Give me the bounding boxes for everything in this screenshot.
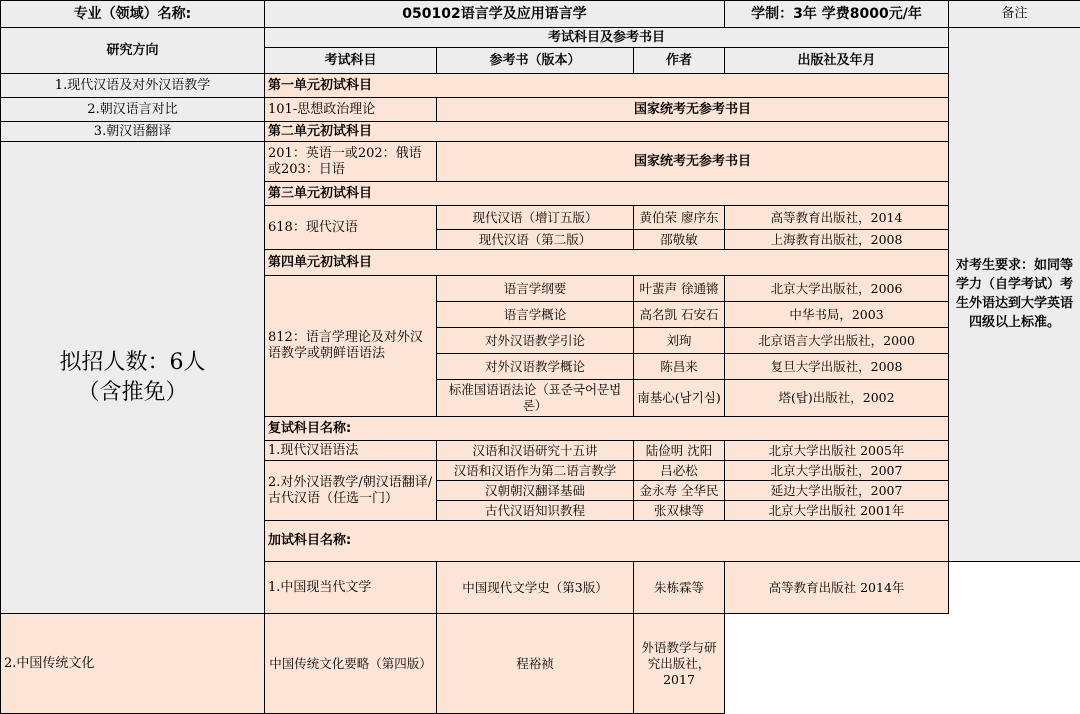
unit1-note: 国家统考无参考书目 bbox=[437, 98, 949, 122]
book-title: 标准国语语法论（표준국어문법론） bbox=[437, 380, 634, 417]
book-author: 南基心(남기심) bbox=[634, 380, 725, 417]
book-publisher: 北京语言大学出版社，2000 bbox=[725, 328, 949, 354]
book-title: 语言学概论 bbox=[437, 302, 634, 328]
col-exam-subject: 考试科目 bbox=[265, 48, 437, 74]
book-title: 对外汉语教学概论 bbox=[437, 354, 634, 380]
research-direction-label: 研究方向 bbox=[1, 28, 265, 74]
unit3-subject: 618：现代汉语 bbox=[265, 206, 437, 250]
col-reference-book: 参考书（版本） bbox=[437, 48, 634, 74]
exam-books-label: 考试科目及参考书目 bbox=[265, 28, 949, 48]
book-publisher: 上海教育出版社，2008 bbox=[725, 230, 949, 250]
direction-item: 3.朝汉语翻译 bbox=[1, 122, 265, 142]
book-publisher: 北京大学出版社，2007 bbox=[725, 461, 949, 481]
book-publisher: 高等教育出版社 2014年 bbox=[725, 561, 949, 614]
book-author: 陆俭明 沈阳 bbox=[634, 441, 725, 461]
enrollment-note: （含推免） bbox=[77, 379, 188, 405]
book-author: 吕必松 bbox=[634, 461, 725, 481]
book-author: 刘珣 bbox=[634, 328, 725, 354]
extra-subject: 2.中国传统文化 bbox=[1, 614, 265, 714]
book-title: 现代汉语（增订五版） bbox=[437, 206, 634, 230]
book-publisher: 外语教学与研究出版社，2017 bbox=[634, 614, 725, 714]
unit2-note: 国家统考无参考书目 bbox=[437, 142, 949, 182]
enrollment-cell bbox=[1, 142, 265, 614]
unit2-subject: 201：英语一或202：俄语或203：日语 bbox=[265, 142, 437, 182]
unit4-title: 第四单元初试科目 bbox=[265, 250, 949, 276]
book-publisher: 高等教育出版社，2014 bbox=[725, 206, 949, 230]
book-title: 汉语和汉语作为第二语言教学 bbox=[437, 461, 634, 481]
book-title: 语言学纲要 bbox=[437, 276, 634, 302]
unit2-title: 第二单元初试科目 bbox=[265, 122, 949, 142]
book-author: 金永寿 全华民 bbox=[634, 481, 725, 501]
book-author: 邵敬敏 bbox=[634, 230, 725, 250]
book-publisher: 延边大学出版社，2007 bbox=[725, 481, 949, 501]
book-publisher: 北京大学出版社，2006 bbox=[725, 276, 949, 302]
retest-title: 复试科目名称: bbox=[265, 417, 949, 441]
book-publisher: 复旦大学出版社，2008 bbox=[725, 354, 949, 380]
book-author: 程裕祯 bbox=[437, 614, 634, 714]
book-author: 张双棣等 bbox=[634, 501, 725, 521]
book-title: 中国现代文学史（第3版） bbox=[437, 561, 634, 614]
unit1-title: 第一单元初试科目 bbox=[265, 74, 949, 98]
book-author: 黄伯荣 廖序东 bbox=[634, 206, 725, 230]
extra-title: 加试科目名称: bbox=[265, 521, 949, 562]
book-author: 朱栋霖等 bbox=[634, 561, 725, 614]
book-title: 对外汉语教学引论 bbox=[437, 328, 634, 354]
candidate-requirement: 对考生要求：如同等学力（自学考试）考生外语达到大学英语四级以上标准。 bbox=[949, 28, 1080, 562]
col-publisher: 出版社及年月 bbox=[725, 48, 949, 74]
enrollment-count: 拟招人数：6人 bbox=[59, 349, 206, 375]
book-author: 陈昌来 bbox=[634, 354, 725, 380]
direction-item: 1.现代汉语及对外汉语教学 bbox=[1, 74, 265, 98]
book-title: 汉语和汉语研究十五讲 bbox=[437, 441, 634, 461]
major-value: 050102语言学及应用语言学 bbox=[265, 1, 725, 28]
book-publisher: 塔(탑)出版社，2002 bbox=[725, 380, 949, 417]
retest-subject-2: 2.对外汉语教学/朝汉语翻译/古代汉语（任选一门） bbox=[265, 461, 437, 521]
major-label: 专业（领域）名称: bbox=[1, 1, 265, 28]
book-author: 叶蜚声 徐通锵 bbox=[634, 276, 725, 302]
book-author: 高名凯 石安石 bbox=[634, 302, 725, 328]
remarks-label: 备注 bbox=[949, 1, 1080, 28]
unit4-subject: 812：语言学理论及对外汉语教学或朝鲜语语法 bbox=[265, 276, 437, 417]
extra-subject: 1.中国现当代文学 bbox=[265, 561, 437, 614]
book-title: 现代汉语（第二版） bbox=[437, 230, 634, 250]
book-title: 汉朝朝汉翻译基础 bbox=[437, 481, 634, 501]
book-publisher: 北京大学出版社 2005年 bbox=[725, 441, 949, 461]
duration-fee: 学制：3年 学费8000元/年 bbox=[725, 1, 949, 28]
book-title: 中国传统文化要略（第四版） bbox=[265, 614, 437, 714]
book-publisher: 北京大学出版社 2001年 bbox=[725, 501, 949, 521]
book-title: 古代汉语知识教程 bbox=[437, 501, 634, 521]
retest-subject-1: 1.现代汉语语法 bbox=[265, 441, 437, 461]
book-publisher: 中华书局，2003 bbox=[725, 302, 949, 328]
direction-item: 2.朝汉语言对比 bbox=[1, 98, 265, 122]
unit1-subject: 101-思想政治理论 bbox=[265, 98, 437, 122]
col-author: 作者 bbox=[634, 48, 725, 74]
unit3-title: 第三单元初试科目 bbox=[265, 182, 949, 206]
